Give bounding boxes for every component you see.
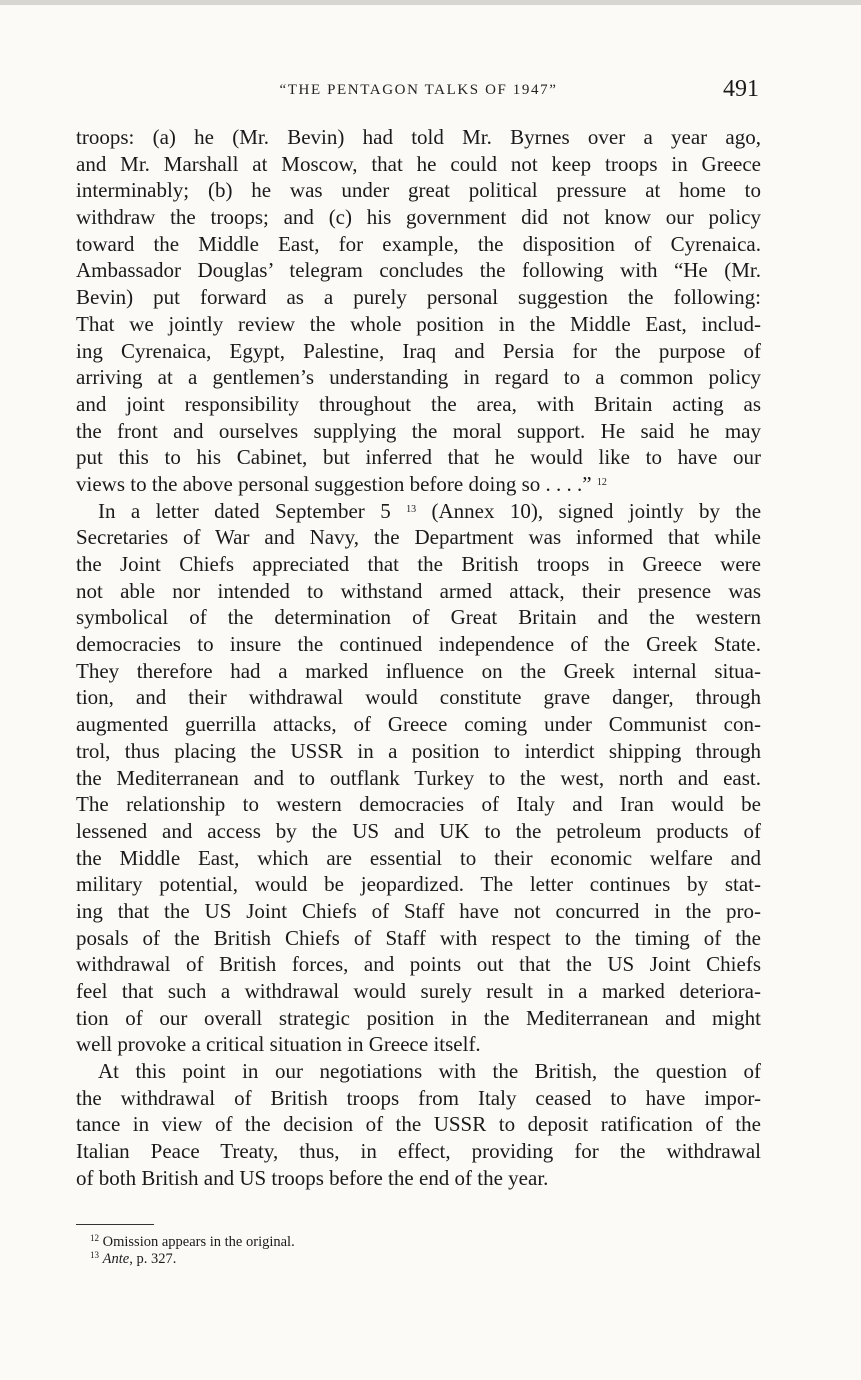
running-title: “THE PENTAGON TALKS OF 1947” [279, 82, 558, 98]
text-line: put this to his Cabinet, but inferred that he would like to have our [76, 445, 761, 470]
text-line: of both British and US troops before the end of the year. [76, 1165, 549, 1190]
paragraph-1 [76, 124, 761, 498]
text-line: symbolical of the determination of Great Britain and the western [76, 605, 761, 630]
page-top-edge [0, 0, 861, 5]
text-fragment: (Annex 10), signed jointly by the [431, 498, 762, 523]
text-line: the Middle East, which are essential to their economic welfare and [76, 845, 761, 870]
text-line: ing Cyrenaica, Egypt, Palestine, Iraq and Persia for the purpose of [76, 338, 761, 363]
text-line: troops: (a) he (Mr. Bevin) had told Mr. Byrnes over a year ago, [76, 125, 761, 149]
paragraph-2 [76, 498, 761, 1058]
text-line: arriving at a gentlemen’s understanding in regard to a common policy [76, 365, 761, 390]
text-line: Bevin) put forward as a purely personal suggestion the following: [76, 285, 761, 310]
text-line: the front and ourselves supplying the moral support. He said he may [76, 418, 761, 443]
text-line: lessened and access by the US and UK to the petroleum products of [76, 818, 761, 843]
text-line: posals of the British Chiefs of Staff with respect to the timing of the [76, 925, 761, 950]
text-line: interminably; (b) he was under great political pressure at home to [76, 178, 761, 203]
page-number: 491 [723, 76, 759, 102]
text-line: the Joint Chiefs appreciated that the British troops in Greece were [76, 552, 761, 576]
footnote-ref-13: 13 [406, 503, 417, 515]
text-line: toward the Middle East, for example, the disposition of Cyrenaica. [76, 231, 761, 256]
text-line: augmented guerrilla attacks, of Greece coming under Communist con- [76, 712, 761, 737]
footnote-mark: 13 [90, 1250, 99, 1260]
footnote-13 [90, 1251, 690, 1268]
text-line [76, 471, 761, 498]
text-line: and Mr. Marshall at Moscow, that he could not keep troops in Greece [76, 151, 761, 176]
text-line: Italian Peace Treaty, thus, in effect, providing for the withdrawal [76, 1139, 761, 1164]
footnote-12 [90, 1234, 690, 1251]
text-line: That we jointly review the whole position in the Middle East, includ- [76, 311, 761, 336]
text-line: democracies to insure the continued independence of the Greek State. [76, 632, 761, 657]
footnotes [90, 1234, 690, 1268]
text-line: They therefore had a marked influence on the Greek internal situa- [76, 658, 761, 683]
text-line: tion of our overall strategic position in the Mediterranean and might [76, 1005, 761, 1030]
text-fragment: views to the above personal suggestion before doing so . . . .” [76, 471, 592, 496]
text-line: the withdrawal of British troops from Italy ceased to have impor- [76, 1085, 761, 1110]
text-line: well provoke a critical situation in Greece itself. [76, 1032, 481, 1057]
footnote-ref-12: 12 [596, 476, 607, 488]
text-line: Ambassador Douglas’ telegram concludes the following with “He (Mr. [76, 258, 761, 283]
footnote-text: Omission appears in the original. [102, 1234, 295, 1250]
paragraph-3 [76, 1058, 761, 1191]
text-line: trol, thus placing the USSR in a position to interdict shipping through [76, 738, 761, 763]
text-line: feel that such a withdrawal would surely result in a marked deteriora- [76, 979, 761, 1003]
text-line: At this point in our negotiations with the British, the question of [98, 1059, 761, 1084]
text-line: tance in view of the decision of the USSR to deposit ratification of the [76, 1112, 761, 1137]
footnote-text: , p. 327. [129, 1251, 177, 1267]
text-line: military potential, would be jeopardized. The letter continues by stat- [76, 872, 761, 897]
footnote-divider [76, 1224, 154, 1225]
text-line: and joint responsibility throughout the area, with Britain acting as [76, 391, 761, 416]
body-text [76, 124, 761, 1192]
text-line: ing that the US Joint Chiefs of Staff have not concurred in the pro- [76, 898, 761, 923]
text-line [76, 498, 761, 525]
text-line: The relationship to western democracies of Italy and Iran would be [76, 792, 761, 817]
footnote-mark: 12 [90, 1233, 99, 1243]
text-line: tion, and their withdrawal would constitute grave danger, through [76, 685, 761, 710]
text-fragment: In a letter dated September 5 [98, 498, 391, 523]
text-line: withdraw the troops; and (c) his government did not know our policy [76, 205, 761, 230]
text-line: not able nor intended to withstand armed attack, their presence was [76, 578, 761, 603]
footnote-italic-text: Ante [102, 1251, 130, 1267]
text-line: the Mediterranean and to outflank Turkey to the west, north and east. [76, 765, 761, 790]
running-head [76, 76, 761, 106]
text-line: withdrawal of British forces, and points out that the US Joint Chiefs [76, 952, 761, 977]
text-line: Secretaries of War and Navy, the Department was informed that while [76, 525, 761, 550]
